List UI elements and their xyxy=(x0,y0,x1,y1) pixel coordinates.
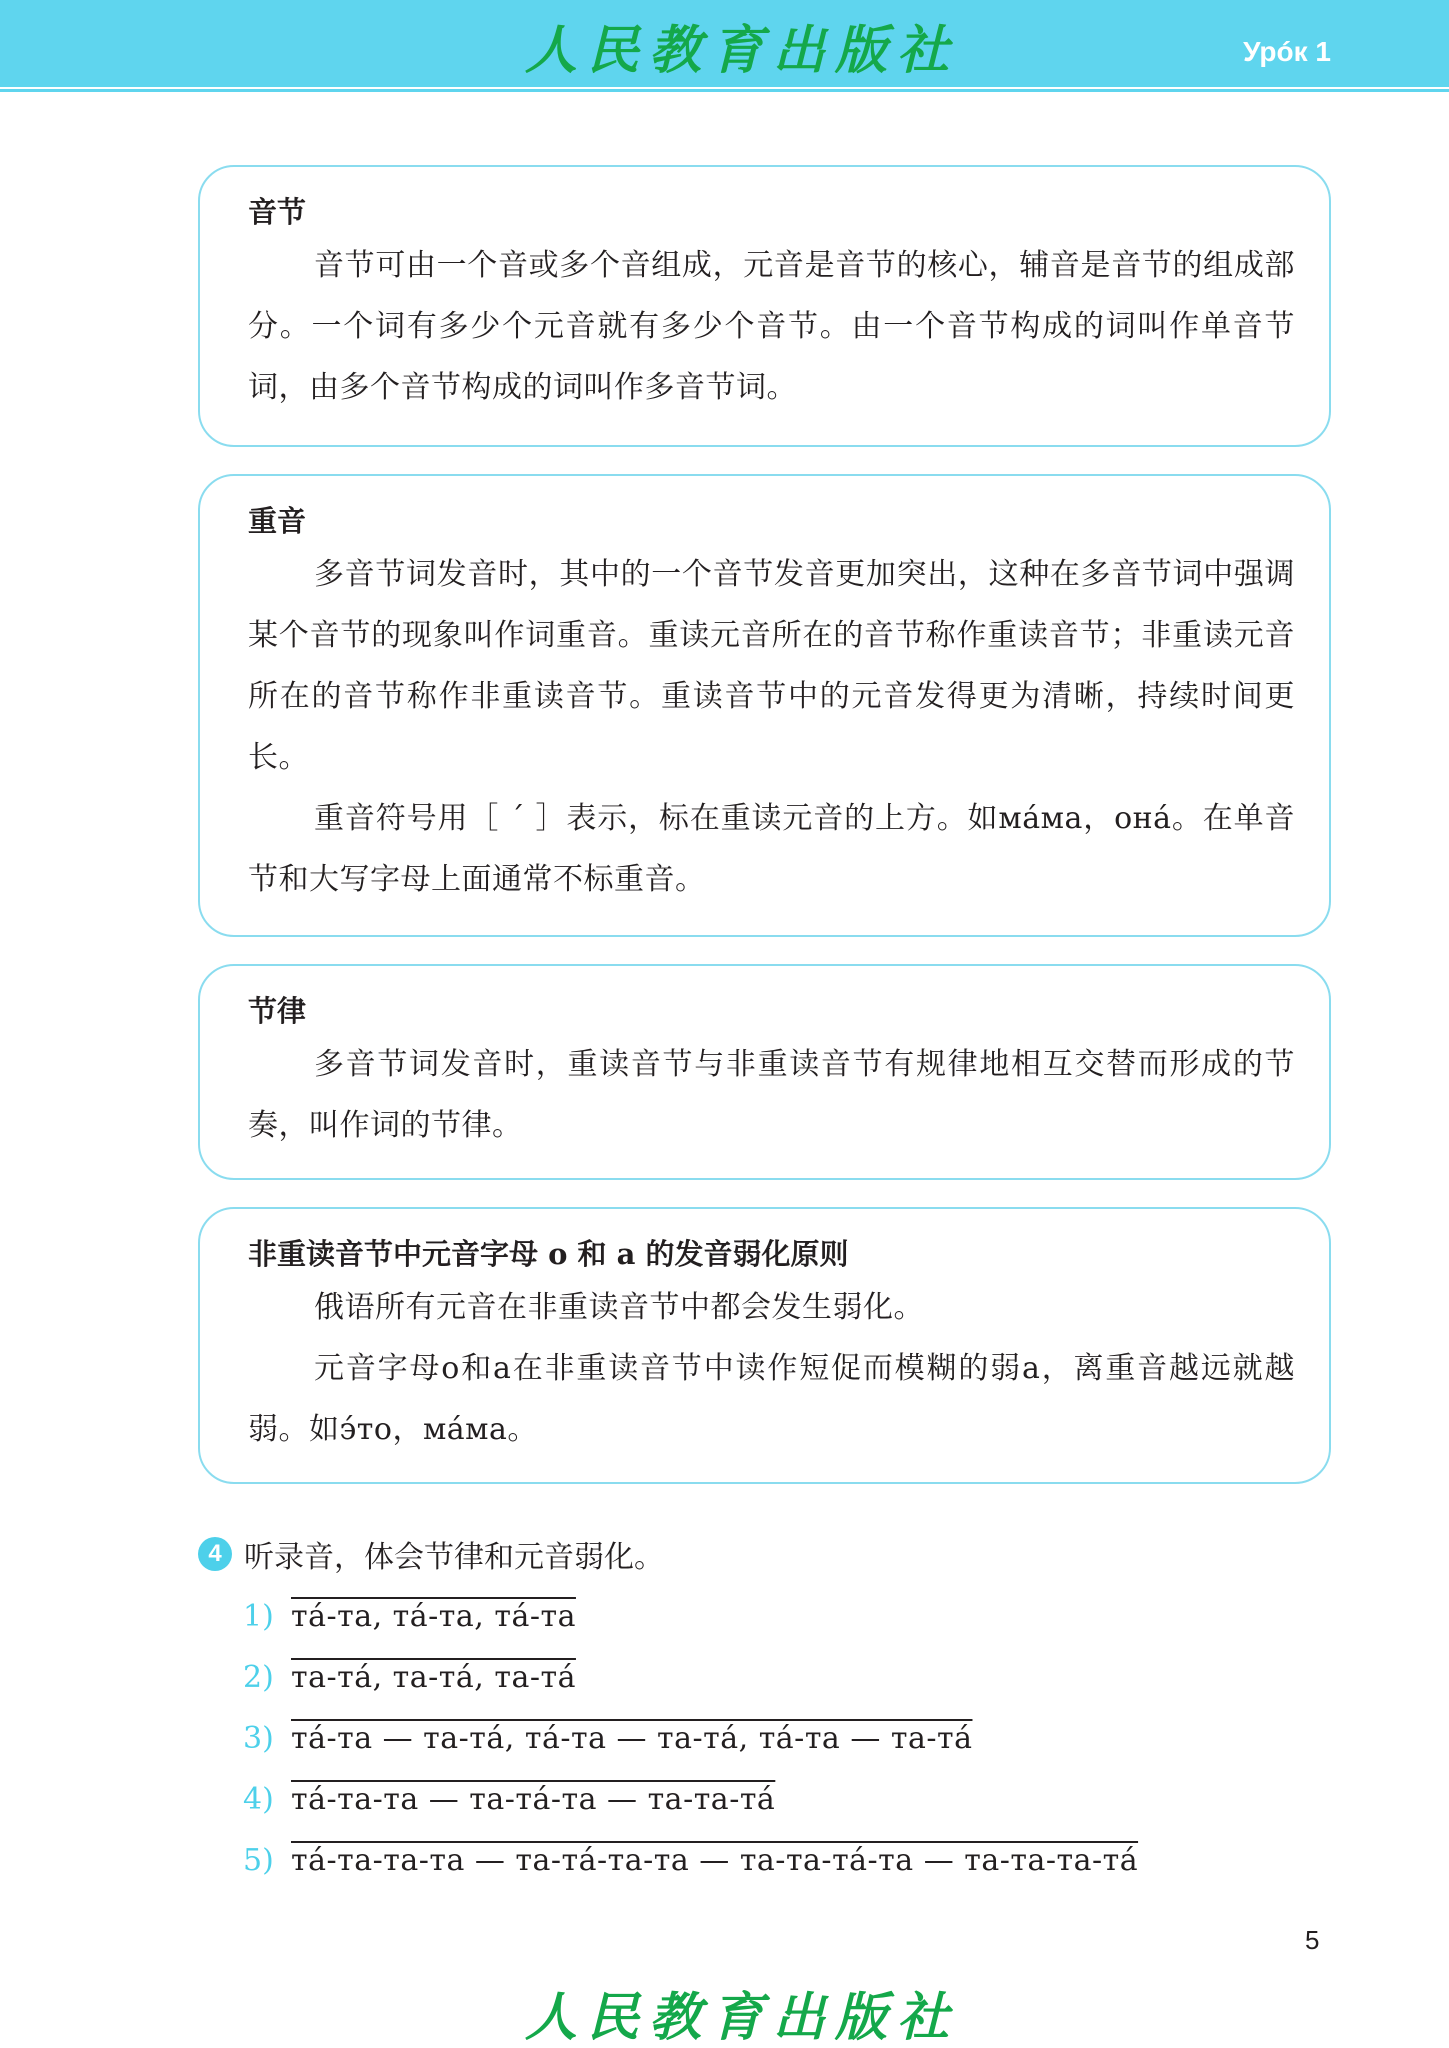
box-paragraph: 音节可由一个音或多个音组成，元音是音节的核心，辅音是音节的组成部分。一个词有多少个元音就有多少个音节。由一个音节构成的词叫作单音节词，由多个音节构成的词叫作多音节词。 xyxy=(248,248,1295,405)
list-item xyxy=(198,1769,1331,1830)
exercise-header xyxy=(198,1530,1331,1578)
box-title: 音节 xyxy=(248,195,307,229)
header-divider xyxy=(0,89,1449,92)
list-item xyxy=(198,1586,1331,1647)
list-item xyxy=(198,1830,1331,1891)
box-title: 非重读音节中元音字母 o 和 a 的发音弱化原则 xyxy=(248,1237,849,1271)
item-text: тá-та — та-тá, тá-та — та-тá, тá-та — та-тá xyxy=(291,1721,973,1756)
publisher-logo: 人民教育出版社 xyxy=(525,20,960,81)
box-paragraph: 元音字母o和a在非重读音节中读作短促而模糊的弱a，离重音越远就越弱。如э́то，мáма。 xyxy=(248,1351,1295,1447)
page-header xyxy=(0,0,1449,87)
item-text: тá-та, тá-та, тá-та xyxy=(291,1599,576,1634)
box-paragraph: 多音节词发音时，重读音节与非重读音节有规律地相互交替而形成的节奏，叫作词的节律。 xyxy=(248,1047,1295,1143)
page-number: 5 xyxy=(1305,1925,1320,1955)
list-item xyxy=(198,1708,1331,1769)
item-number: 4) xyxy=(243,1782,274,1817)
box-paragraph: 俄语所有元音在非重读音节中都会发生弱化。 xyxy=(314,1290,924,1325)
box-title: 节律 xyxy=(248,994,307,1028)
info-box-vowel-reduction xyxy=(198,1207,1331,1484)
item-number: 5) xyxy=(243,1843,274,1878)
item-number: 1) xyxy=(243,1599,274,1634)
info-box-syllable xyxy=(198,165,1331,447)
box-paragraph: 多音节词发音时，其中的一个音节发音更加突出，这种在多音节词中强调某个音节的现象叫作词重音。重读元音所在的音节称作重读音节；非重读元音所在的音节称作非重读音节。重读音节中的元音发得更为清晰，持续时间更长。 xyxy=(248,557,1295,775)
exercise-list xyxy=(198,1586,1331,1891)
item-text: тá-та-та — та-тá-та — та-та-тá xyxy=(291,1782,776,1817)
box-title: 重音 xyxy=(248,504,307,538)
exercise-4 xyxy=(198,1530,1331,1891)
list-item xyxy=(198,1647,1331,1708)
publisher-logo-footer: 人民教育出版社 xyxy=(525,1987,960,2048)
item-number: 2) xyxy=(243,1660,274,1695)
item-text: та-тá, та-тá, та-тá xyxy=(291,1660,576,1695)
info-box-stress xyxy=(198,474,1331,937)
lesson-label: Урóк 1 xyxy=(1243,36,1331,67)
info-box-rhythm xyxy=(198,964,1331,1180)
item-text: тá-та-та-та — та-тá-та-та — та-та-тá-та — та-та-та-тá xyxy=(291,1843,1139,1878)
item-number: 3) xyxy=(243,1721,274,1756)
exercise-number-badge: 4 xyxy=(198,1537,232,1571)
exercise-title: 听录音，体会节律和元音弱化。 xyxy=(244,1540,664,1575)
box-paragraph: 重音符号用［ ´ ］表示，标在重读元音的上方。如мáма，онá。在单音节和大写字母上面通常不标重音。 xyxy=(248,801,1295,897)
